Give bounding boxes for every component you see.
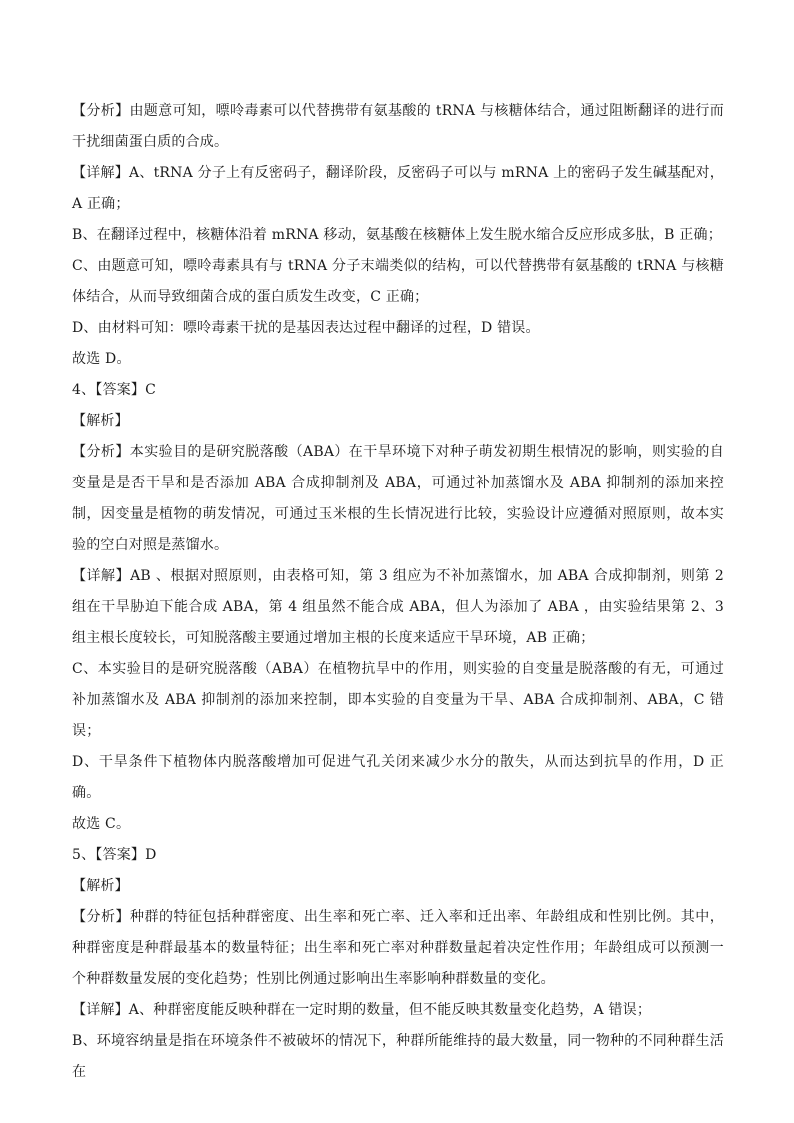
document-body xyxy=(72,96,724,1088)
detail-option-ab-q4: 【详解】AB 、根据对照原则，由表格可知，第 3 组应为不补加蒸馏水，加 ABA 合成抑制剂，则第 2 组在干旱胁迫下能合成 ABA，第 4 组虽然不能合成 ABA，但人为添加了 ABA ，由实验结果第 2、3 组主根长度较长，可知脱落酸主要通过增加主根的长度来适应干旱环境，AB 正确； xyxy=(72,568,724,646)
analysis-paragraph-q5: 【分析】种群的特征包括种群密度、出生率和死亡率、迁入率和迁出率、年龄组成和性别比例。其中，种群密度是种群最基本的数量特征；出生率和死亡率对种群数量起着决定性作用；年龄组成可以预测一个种群数量发展的变化趋势；性别比例通过影响出生率影响种群数量的变化。 xyxy=(72,909,724,987)
detail-option-a-q5: 【详解】A、种群密度能反映种群在一定时期的数量，但不能反映其数量变化趋势，A 错误； xyxy=(72,1002,652,1018)
explanation-heading-q5: 【解析】 xyxy=(72,878,129,894)
conclusion-q4: 故选 C。 xyxy=(72,816,131,832)
answer-heading-q4: 4、【答案】C xyxy=(72,382,157,398)
detail-option-d-q4: D、干旱条件下植物体内脱落酸增加可促进气孔关闭来减少水分的散失，从而达到抗旱的作用，D 正确。 xyxy=(72,754,724,801)
conclusion-q3: 故选 D。 xyxy=(72,351,131,367)
detail-option-b-q3: B、在翻译过程中，核糖体沿着 mRNA 移动，氨基酸在核糖体上发生脱水缩合反应形成多肽，B 正确； xyxy=(72,227,722,243)
detail-option-c-q4: C、本实验目的是研究脱落酸（ABA）在植物抗旱中的作用，则实验的自变量是脱落酸的有无，可通过补加蒸馏水及 ABA 抑制剂的添加来控制，即本实验的自变量为干旱、ABA 合成抑制剂、ABA，C 错误； xyxy=(72,661,724,739)
detail-option-b-q5: B、环境容纳量是指在环境条件不被破坏的情况下，种群所能维持的最大数量，同一物种的不同种群生活在 xyxy=(72,1033,724,1080)
detail-option-a-q3: 【详解】A、tRNA 分子上有反密码子，翻译阶段，反密码子可以与 mRNA 上的密码子发生碱基配对，A 正确； xyxy=(72,165,724,212)
answer-heading-q5: 5、【答案】D xyxy=(72,847,157,863)
analysis-paragraph-q3: 【分析】由题意可知，嘌呤毒素可以代替携带有氨基酸的 tRNA 与核糖体结合，通过阻断翻译的进行而干扰细菌蛋白质的合成。 xyxy=(72,103,724,150)
detail-option-c-q3: C、由题意可知，嘌呤毒素具有与 tRNA 分子末端类似的结构，可以代替携带有氨基酸的 tRNA 与核糖体结合，从而导致细菌合成的蛋白质发生改变，C 正确； xyxy=(72,258,724,305)
explanation-heading-q4: 【解析】 xyxy=(72,413,129,429)
detail-option-d-q3: D、由材料可知：嘌呤毒素干扰的是基因表达过程中翻译的过程，D 错误。 xyxy=(72,320,540,336)
analysis-paragraph-q4: 【分析】本实验目的是研究脱落酸（ABA）在干旱环境下对种子萌发初期生根情况的影响，则实验的自变量是是否干旱和是否添加 ABA 合成抑制剂及 ABA，可通过补加蒸馏水及 ABA 抑制剂的添加来控制，因变量是植物的萌发情况，可通过玉米根的生长情况进行比较，实验设计应遵循对照原则，故本实验的空白对照是蒸馏水。 xyxy=(72,444,724,553)
